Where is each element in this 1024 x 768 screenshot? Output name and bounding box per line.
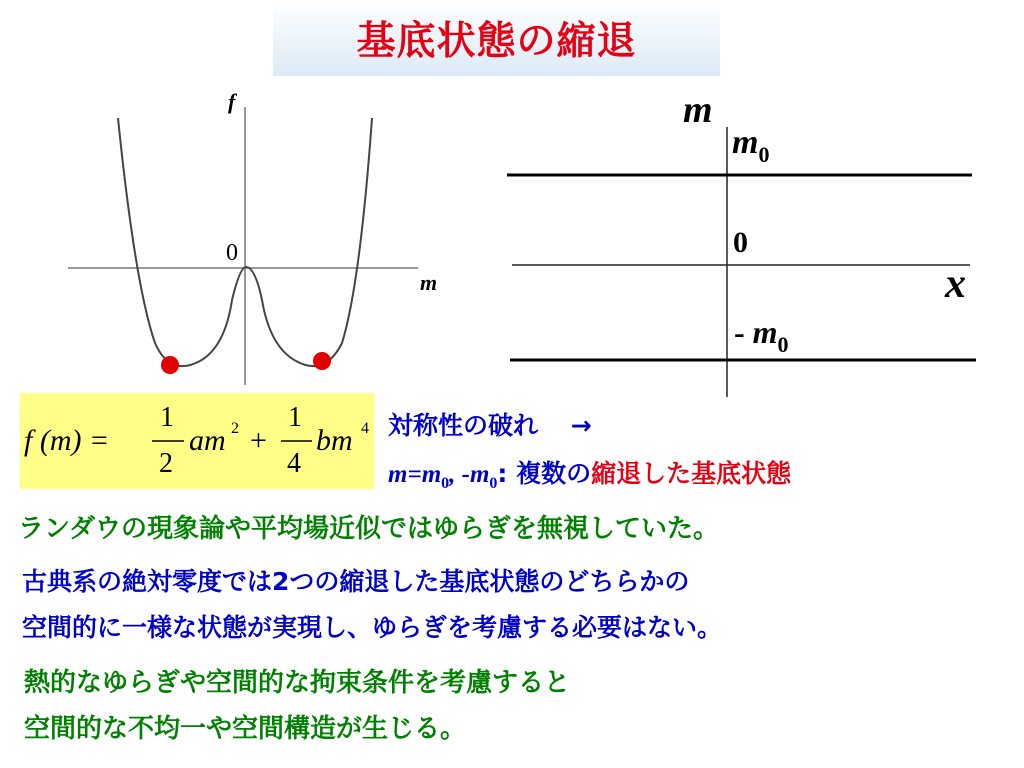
degenerate-states-line bbox=[388, 454, 791, 493]
thermal-paragraph-line1: 熱的なゆらぎや空間的な拘束条件を考慮すると bbox=[24, 668, 571, 698]
formula-box bbox=[20, 393, 374, 489]
arrow-icon: → bbox=[570, 411, 592, 440]
landau-paragraph: ランダウの現象論や平均場近似ではゆらぎを無視していた。 bbox=[18, 514, 719, 544]
thermal-paragraph-line2: 空間的な不均一や空間構造が生じる。 bbox=[24, 714, 467, 744]
m0-label: $m_0$ bbox=[732, 124, 770, 167]
x-axis-label: x bbox=[945, 261, 966, 307]
zero-value-label: 0 bbox=[733, 226, 748, 259]
m-axis-label: m bbox=[683, 89, 713, 131]
title-box bbox=[273, 0, 720, 76]
m0-subscript-2: 0 bbox=[489, 475, 498, 492]
fraction2-denominator: 4 bbox=[287, 448, 301, 479]
neg-m0-label: - $m_0$ bbox=[734, 314, 789, 357]
graph-f-label: f bbox=[228, 89, 236, 114]
formula-lhs: f (m) = bbox=[24, 424, 110, 457]
classical-paragraph-line2: 空間的に一様な状態が実現し、ゆらぎを考慮する必要はない。 bbox=[22, 613, 723, 642]
plus-sign: + bbox=[250, 424, 267, 457]
degenerate-ground-state-text: 縮退した基底状態 bbox=[591, 459, 792, 488]
m0-subscript-1: 0 bbox=[441, 475, 450, 492]
plural-text: 複数の bbox=[507, 459, 592, 488]
fraction2-numerator: 1 bbox=[288, 402, 302, 433]
classical-paragraph-line1: 古典系の絶対零度では2つの縮退した基底状態のどちらかの bbox=[22, 567, 690, 596]
free-energy-formula bbox=[20, 393, 374, 489]
exponent1: 2 bbox=[231, 420, 239, 437]
term1: am bbox=[189, 424, 226, 457]
exponent2: 4 bbox=[361, 420, 369, 437]
term2: bm bbox=[316, 424, 353, 457]
symmetry-breaking-text: 対称性の破れ bbox=[388, 411, 539, 440]
symmetry-breaking-line bbox=[388, 406, 592, 442]
phase-diagram bbox=[500, 85, 1000, 400]
fraction1-denominator: 2 bbox=[159, 448, 173, 479]
graph-zero-label: 0 bbox=[226, 240, 238, 266]
potential-graph bbox=[60, 85, 460, 395]
minimum-right-dot bbox=[313, 352, 331, 370]
slide-title: 基底状態の縮退 bbox=[356, 19, 637, 64]
minimum-left-dot bbox=[161, 356, 179, 374]
colon: : bbox=[497, 459, 508, 488]
m-equals: m=m bbox=[388, 461, 442, 488]
neg-m: , -m bbox=[449, 461, 490, 488]
fraction1-numerator: 1 bbox=[160, 402, 174, 433]
graph-m-label: m bbox=[420, 270, 438, 295]
